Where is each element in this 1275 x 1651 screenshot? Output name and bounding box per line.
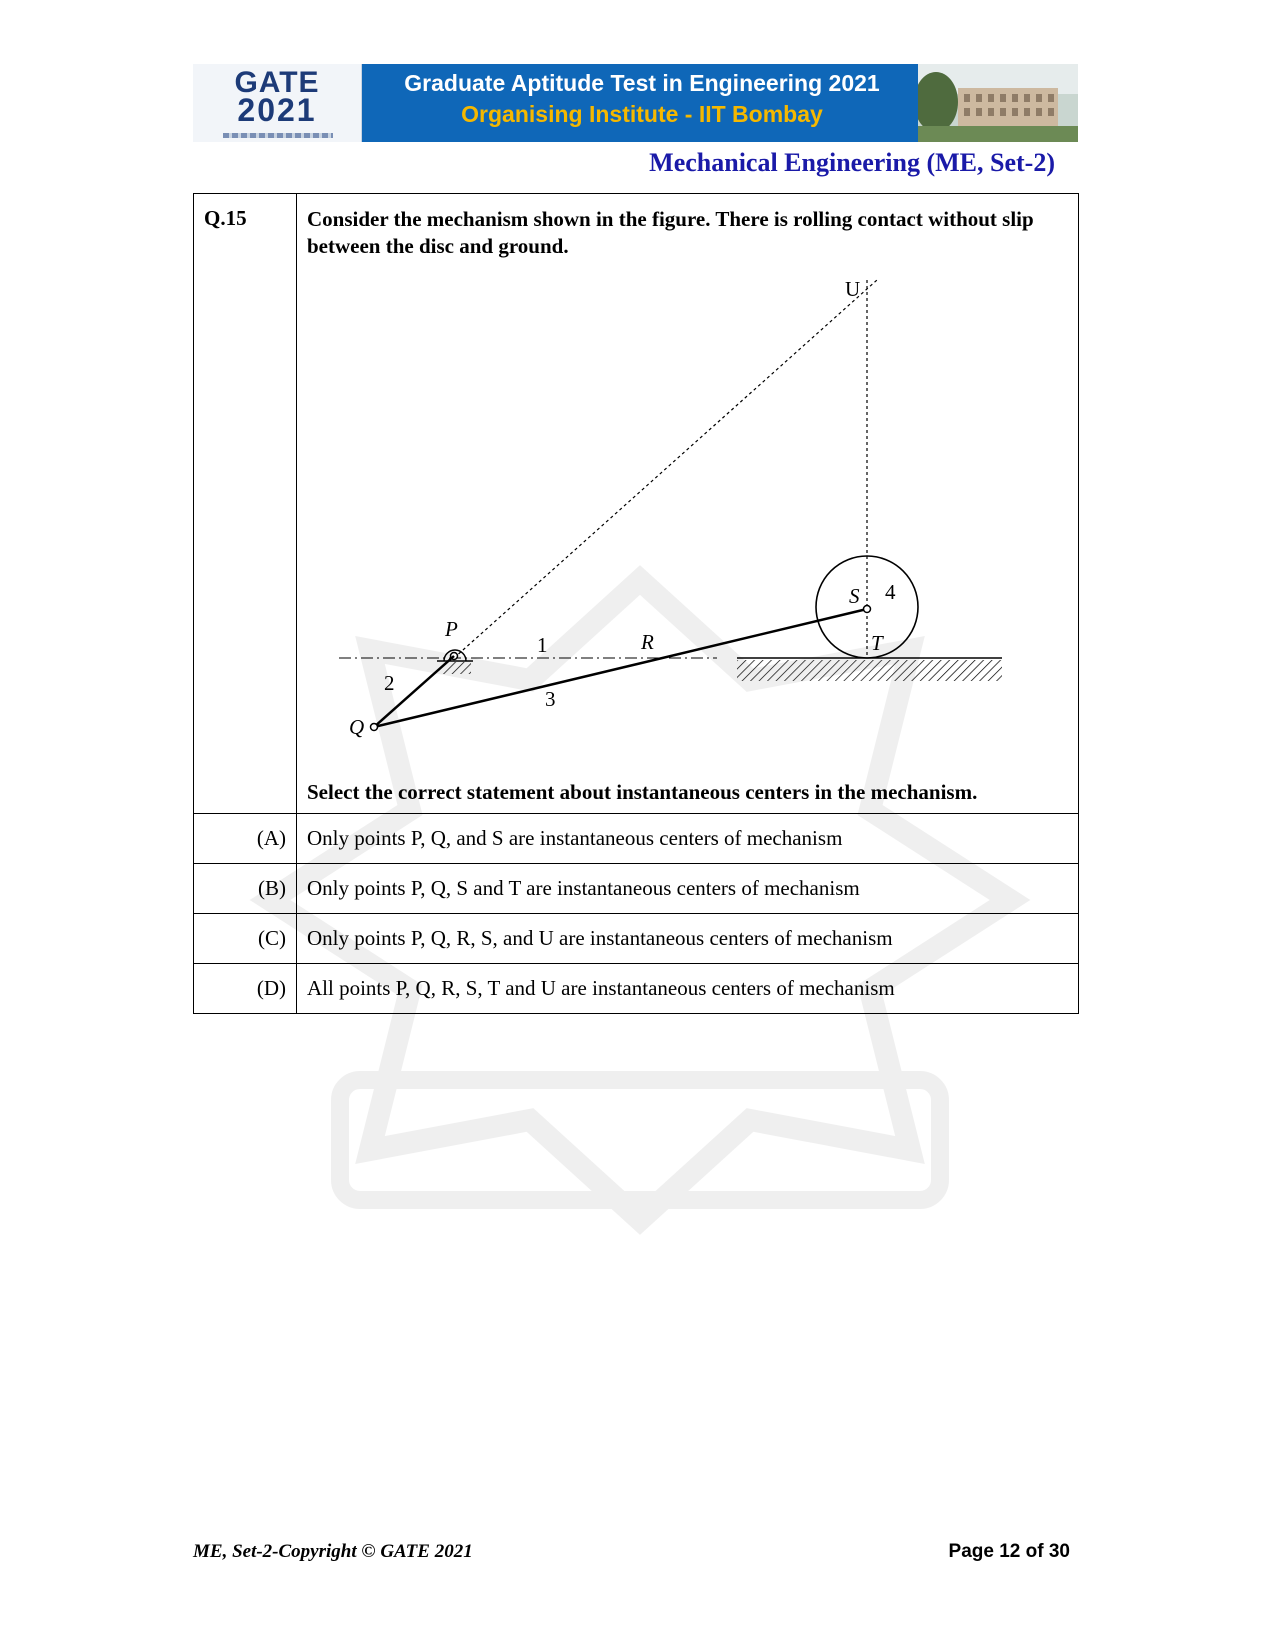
question-number: Q.15 [194, 194, 297, 814]
label-link-2: 2 [384, 671, 395, 695]
option-a-label: (A) [194, 814, 297, 864]
option-d-text: All points P, Q, R, S, T and U are instantaneous centers of mechanism [297, 964, 1079, 1014]
joint-s [864, 606, 871, 613]
banner-subtitle: Organising Institute - IIT Bombay [461, 101, 823, 127]
logo-strip [223, 133, 333, 138]
option-row [194, 814, 1079, 864]
question-body [297, 194, 1079, 814]
label-link-4: 4 [885, 580, 896, 604]
label-u: U [845, 277, 861, 301]
option-row [194, 964, 1079, 1014]
header-banner [193, 64, 1078, 142]
label-s: S [849, 584, 860, 608]
label-r: R [641, 630, 654, 654]
question-table [193, 193, 1079, 1014]
label-link-1: 1 [537, 633, 548, 657]
option-row [194, 914, 1079, 964]
line-p-u [454, 280, 877, 658]
ground-hatch [737, 660, 1002, 681]
question-text: Consider the mechanism shown in the figure. There is rolling contact without slip between the disc and ground. [307, 207, 1034, 258]
logo-year: 2021 [237, 92, 317, 128]
page-number: Page 12 of 30 [948, 1541, 1070, 1562]
banner-title: Graduate Aptitude Test in Engineering 2021 [404, 70, 880, 96]
campus-photo [918, 64, 1078, 142]
question-prompt: Select the correct statement about instantaneous centers in the mechanism. [307, 780, 978, 804]
option-b-text: Only points P, Q, S and T are instantaneous centers of mechanism [297, 864, 1079, 914]
gate-logo [193, 64, 362, 142]
option-a-text: Only points P, Q, and S are instantaneous centers of mechanism [297, 814, 1079, 864]
label-q: Q [349, 715, 365, 739]
option-d-label: (D) [194, 964, 297, 1014]
footer-copyright: ME, Set-2-Copyright © GATE 2021 [193, 1541, 473, 1562]
logo-word: GATE [234, 66, 320, 99]
banner-title-box [362, 64, 1078, 142]
paper-title: Mechanical Engineering (ME, Set-2) [649, 148, 1055, 177]
option-c-label: (C) [194, 914, 297, 964]
mechanism-figure [297, 260, 1078, 780]
mechanism-diagram [297, 260, 1077, 780]
option-b-label: (B) [194, 864, 297, 914]
label-p: P [445, 617, 458, 641]
label-link-3: 3 [545, 687, 556, 711]
question-row [194, 194, 1079, 814]
label-t: T [871, 631, 883, 655]
joint-q [371, 724, 378, 731]
option-c-text: Only points P, Q, R, S, and U are instantaneous centers of mechanism [297, 914, 1079, 964]
option-row [194, 864, 1079, 914]
